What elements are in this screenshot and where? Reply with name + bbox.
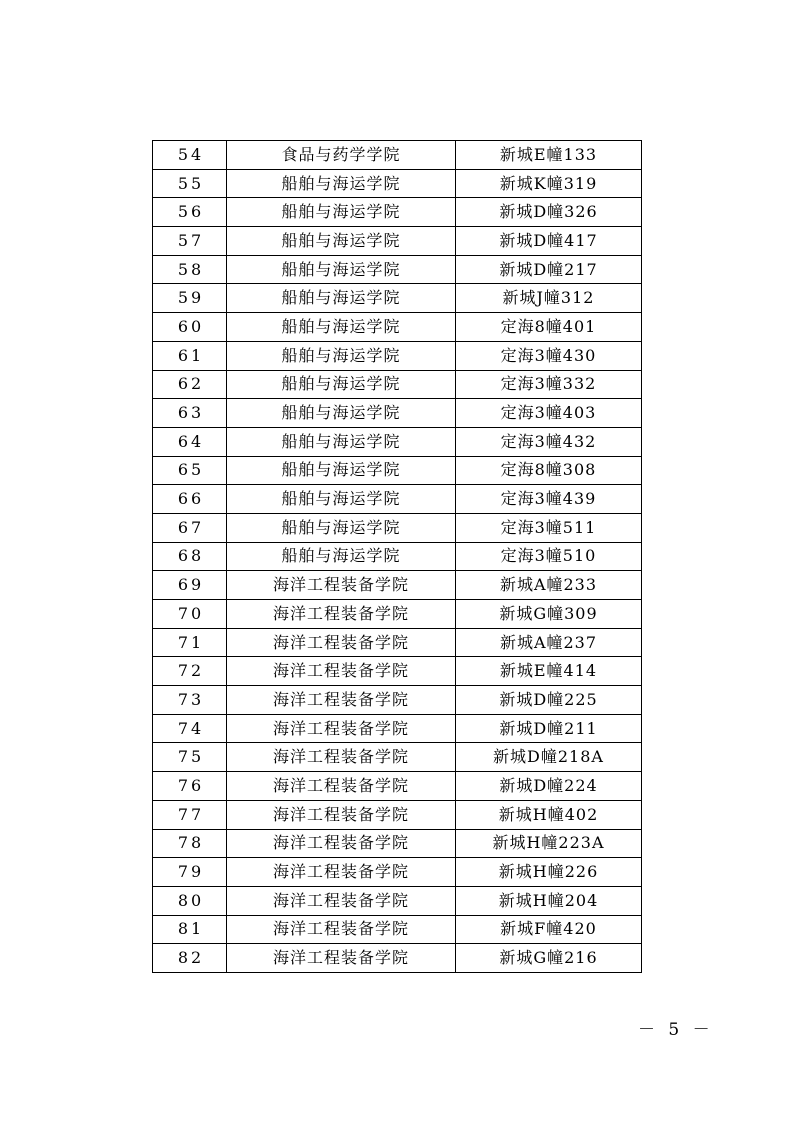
college-cell: 海洋工程装备学院 xyxy=(227,628,456,657)
room-cell: 新城H幢402 xyxy=(456,800,642,829)
table-row xyxy=(153,141,642,170)
room-cell: 新城G幢309 xyxy=(456,600,642,629)
college-cell: 船舶与海运学院 xyxy=(227,227,456,256)
room-cell: 定海3幢403 xyxy=(456,399,642,428)
room-cell: 新城D幢211 xyxy=(456,714,642,743)
college-cell: 海洋工程装备学院 xyxy=(227,886,456,915)
college-cell: 船舶与海运学院 xyxy=(227,284,456,313)
table-row xyxy=(153,513,642,542)
college-cell: 船舶与海运学院 xyxy=(227,427,456,456)
row-number-cell: 71 xyxy=(153,628,227,657)
row-number-cell: 79 xyxy=(153,858,227,887)
table-row xyxy=(153,284,642,313)
table-row xyxy=(153,341,642,370)
room-cell: 定海3幢510 xyxy=(456,542,642,571)
college-cell: 海洋工程装备学院 xyxy=(227,858,456,887)
row-number-cell: 81 xyxy=(153,915,227,944)
row-number-cell: 62 xyxy=(153,370,227,399)
row-number-cell: 82 xyxy=(153,944,227,973)
table-row xyxy=(153,829,642,858)
room-cell: 新城H幢223A xyxy=(456,829,642,858)
room-cell: 定海8幢401 xyxy=(456,313,642,342)
table-row xyxy=(153,600,642,629)
row-number-cell: 75 xyxy=(153,743,227,772)
room-cell: 新城A幢237 xyxy=(456,628,642,657)
row-number-cell: 73 xyxy=(153,686,227,715)
room-cell: 新城D幢217 xyxy=(456,255,642,284)
table-row xyxy=(153,858,642,887)
table-row xyxy=(153,542,642,571)
college-cell: 海洋工程装备学院 xyxy=(227,829,456,858)
table-row xyxy=(153,485,642,514)
college-cell: 海洋工程装备学院 xyxy=(227,743,456,772)
college-cell: 船舶与海运学院 xyxy=(227,456,456,485)
room-cell: 新城F幢420 xyxy=(456,915,642,944)
room-cell: 新城H幢226 xyxy=(456,858,642,887)
row-number-cell: 60 xyxy=(153,313,227,342)
row-number-cell: 64 xyxy=(153,427,227,456)
table-row xyxy=(153,571,642,600)
row-number-cell: 61 xyxy=(153,341,227,370)
table-body xyxy=(153,141,642,973)
table-row xyxy=(153,944,642,973)
college-cell: 海洋工程装备学院 xyxy=(227,772,456,801)
college-cell: 海洋工程装备学院 xyxy=(227,915,456,944)
row-number-cell: 77 xyxy=(153,800,227,829)
row-number-cell: 68 xyxy=(153,542,227,571)
room-cell: 新城H幢204 xyxy=(456,886,642,915)
row-number-cell: 70 xyxy=(153,600,227,629)
row-number-cell: 65 xyxy=(153,456,227,485)
table-row xyxy=(153,399,642,428)
room-cell: 定海3幢511 xyxy=(456,513,642,542)
row-number-cell: 58 xyxy=(153,255,227,284)
college-cell: 海洋工程装备学院 xyxy=(227,686,456,715)
college-cell: 船舶与海运学院 xyxy=(227,513,456,542)
room-cell: 新城E幢133 xyxy=(456,141,642,170)
college-cell: 船舶与海运学院 xyxy=(227,198,456,227)
room-cell: 新城D幢326 xyxy=(456,198,642,227)
table-row xyxy=(153,169,642,198)
college-cell: 海洋工程装备学院 xyxy=(227,714,456,743)
college-cell: 船舶与海运学院 xyxy=(227,542,456,571)
room-cell: 新城D幢417 xyxy=(456,227,642,256)
row-number-cell: 76 xyxy=(153,772,227,801)
row-number-cell: 56 xyxy=(153,198,227,227)
room-cell: 新城D幢224 xyxy=(456,772,642,801)
room-cell: 定海3幢430 xyxy=(456,341,642,370)
table-row xyxy=(153,772,642,801)
room-cell: 定海3幢332 xyxy=(456,370,642,399)
row-number-cell: 63 xyxy=(153,399,227,428)
college-cell: 船舶与海运学院 xyxy=(227,341,456,370)
table-row xyxy=(153,714,642,743)
table-row xyxy=(153,743,642,772)
college-cell: 船舶与海运学院 xyxy=(227,255,456,284)
row-number-cell: 72 xyxy=(153,657,227,686)
room-cell: 定海3幢439 xyxy=(456,485,642,514)
table-row xyxy=(153,255,642,284)
table-row xyxy=(153,313,642,342)
row-number-cell: 74 xyxy=(153,714,227,743)
assignment-table xyxy=(152,140,642,973)
room-cell: 新城J幢312 xyxy=(456,284,642,313)
row-number-cell: 57 xyxy=(153,227,227,256)
college-cell: 食品与药学学院 xyxy=(227,141,456,170)
room-cell: 定海3幢432 xyxy=(456,427,642,456)
college-cell: 海洋工程装备学院 xyxy=(227,800,456,829)
row-number-cell: 69 xyxy=(153,571,227,600)
row-number-cell: 67 xyxy=(153,513,227,542)
college-cell: 海洋工程装备学院 xyxy=(227,600,456,629)
room-cell: 定海8幢308 xyxy=(456,456,642,485)
table-row xyxy=(153,886,642,915)
table-row xyxy=(153,686,642,715)
room-cell: 新城D幢225 xyxy=(456,686,642,715)
college-cell: 船舶与海运学院 xyxy=(227,399,456,428)
row-number-cell: 80 xyxy=(153,886,227,915)
table-row xyxy=(153,657,642,686)
row-number-cell: 66 xyxy=(153,485,227,514)
college-cell: 船舶与海运学院 xyxy=(227,169,456,198)
table-row xyxy=(153,456,642,485)
college-cell: 船舶与海运学院 xyxy=(227,370,456,399)
college-cell: 船舶与海运学院 xyxy=(227,485,456,514)
room-cell: 新城K幢319 xyxy=(456,169,642,198)
row-number-cell: 59 xyxy=(153,284,227,313)
college-cell: 海洋工程装备学院 xyxy=(227,571,456,600)
row-number-cell: 55 xyxy=(153,169,227,198)
row-number-cell: 78 xyxy=(153,829,227,858)
college-cell: 船舶与海运学院 xyxy=(227,313,456,342)
room-cell: 新城G幢216 xyxy=(456,944,642,973)
page-number: － 5 － xyxy=(638,1020,714,1040)
table-row xyxy=(153,227,642,256)
row-number-cell: 54 xyxy=(153,141,227,170)
room-cell: 新城D幢218A xyxy=(456,743,642,772)
college-cell: 海洋工程装备学院 xyxy=(227,944,456,973)
table-row xyxy=(153,198,642,227)
room-cell: 新城E幢414 xyxy=(456,657,642,686)
table-row xyxy=(153,370,642,399)
table-row xyxy=(153,800,642,829)
college-cell: 海洋工程装备学院 xyxy=(227,657,456,686)
table-row xyxy=(153,427,642,456)
table-row xyxy=(153,628,642,657)
table-row xyxy=(153,915,642,944)
room-cell: 新城A幢233 xyxy=(456,571,642,600)
